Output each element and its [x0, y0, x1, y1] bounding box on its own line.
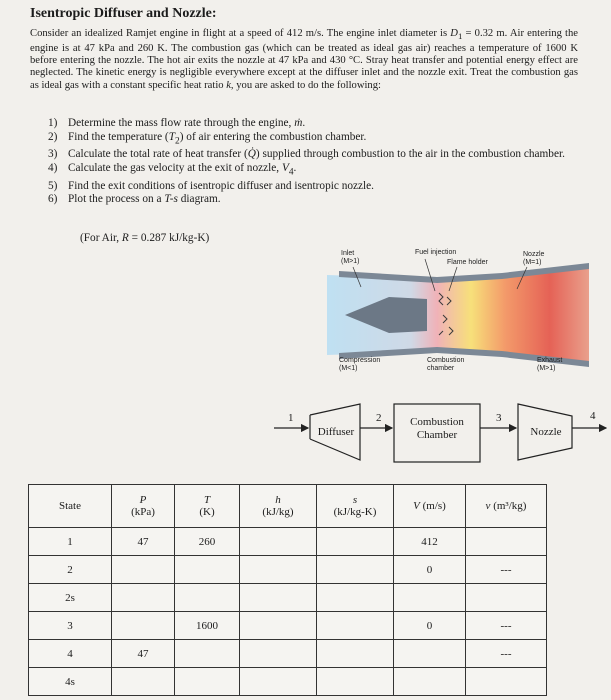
cell-sv [466, 668, 547, 696]
cell-state: 1 [29, 528, 112, 556]
nozzle-box-label: Nozzle [530, 426, 562, 438]
cell-v [394, 640, 466, 668]
station-3: 3 [496, 412, 502, 424]
combustion-chamber-label: Combustion chamber [427, 357, 465, 372]
cell-t [175, 640, 240, 668]
header-pressure: P (kPa) [112, 485, 175, 528]
page-title: Isentropic Diffuser and Nozzle: [30, 6, 217, 21]
table-header-row [29, 485, 547, 528]
cell-h [240, 612, 317, 640]
combustion-box-label: Combustion Chamber [410, 416, 464, 441]
cell-p [112, 584, 175, 612]
cell-h [240, 584, 317, 612]
table-row [29, 612, 547, 640]
cell-sv [466, 528, 547, 556]
table-row [29, 640, 547, 668]
exhaust-label: Exhaust (M>1) [537, 357, 563, 372]
component-flow-diagram [272, 402, 611, 474]
station-4: 4 [590, 410, 596, 422]
header-state: State [29, 485, 112, 528]
state-table [28, 484, 547, 696]
flame-holder-label: Flame holder [447, 259, 488, 266]
header-temperature: T (K) [175, 485, 240, 528]
cell-v [394, 584, 466, 612]
cell-p: 47 [112, 528, 175, 556]
cell-t: 260 [175, 528, 240, 556]
cell-v: 412 [394, 528, 466, 556]
cell-sv: --- [466, 556, 547, 584]
cell-sv: --- [466, 640, 547, 668]
cell-s [317, 584, 394, 612]
cell-v: 0 [394, 612, 466, 640]
task-item: 5) Find the exit conditions of isentropic diffuser and isentropic nozzle. [48, 179, 374, 192]
task-item: 4) Calculate the gas velocity at the exit of nozzle, $V_4$. [48, 162, 297, 178]
cell-s [317, 640, 394, 668]
cell-t: 1600 [175, 612, 240, 640]
cell-v [394, 668, 466, 696]
table-row [29, 528, 547, 556]
gas-constant-note: (For Air, R = 0.287 kJ/kg-K) [80, 232, 210, 244]
cell-t [175, 668, 240, 696]
cell-state: 2s [29, 584, 112, 612]
task-item: 6) Plot the process on a T-s diagram. [48, 193, 221, 206]
cell-sv [466, 584, 547, 612]
inlet-label: Inlet (M>1) [341, 250, 360, 265]
cell-p [112, 612, 175, 640]
cell-sv: --- [466, 612, 547, 640]
cell-p: 47 [112, 640, 175, 668]
cell-h [240, 640, 317, 668]
cell-t [175, 556, 240, 584]
cell-state: 2 [29, 556, 112, 584]
cell-state: 3 [29, 612, 112, 640]
cell-p [112, 556, 175, 584]
table-row [29, 584, 547, 612]
cell-s [317, 612, 394, 640]
table-row [29, 556, 547, 584]
cell-t [175, 584, 240, 612]
header-specific-volume: v (m³/kg) [466, 485, 547, 528]
table-row [29, 668, 547, 696]
station-1: 1 [288, 412, 294, 424]
nozzle-label: Nozzle (M=1) [523, 251, 545, 266]
cell-h [240, 556, 317, 584]
problem-statement: Consider an idealized Ramjet engine in flight at a speed of 412 m/s. The engine inlet diameter is $D_1 = 0.32$ m. Air entering the engine is at 47 kPa and 260 K. The combustion gas (which can be treated as ideal gas air) reaches a temperature of 1600 K before entering the nozzle. The hot air exits the nozzle at 47 kPa and 430 °C. Stray heat transfer and potential energy effect are neglected. The kinetic energy is negligible everywhere except at the diffuser inlet and the nozzle exit. Treat the combustion gas as ideal gas with a constant specific heat ratio k, you are asked to do the following: [30, 28, 579, 91]
header-velocity: V (m/s) [394, 485, 466, 528]
cell-state: 4s [29, 668, 112, 696]
task-list [48, 117, 578, 207]
cell-h [240, 528, 317, 556]
cell-h [240, 668, 317, 696]
task-item: 1) Determine the mass flow rate through the engine, ṁ. [48, 117, 306, 129]
cell-s [317, 668, 394, 696]
cell-p [112, 668, 175, 696]
task-item: 2) Find the temperature $(T_2)$ of air entering the combustion chamber. [48, 130, 367, 146]
fuel-injection-label: Fuel injection [415, 249, 457, 256]
diffuser-label: Diffuser [317, 426, 355, 438]
header-enthalpy: h (kJ/kg) [240, 485, 317, 528]
cell-s [317, 556, 394, 584]
header-entropy: s (kJ/kg-K) [317, 485, 394, 528]
cell-state: 4 [29, 640, 112, 668]
cell-v: 0 [394, 556, 466, 584]
task-item: 3) Calculate the total rate of heat transfer (Q̇) supplied through combustion to the air in the combustion chamber. [48, 148, 565, 161]
cell-s [317, 528, 394, 556]
station-2: 2 [376, 412, 382, 424]
ramjet-illustration [327, 245, 589, 385]
compression-label: Compression (M<1) [339, 357, 381, 372]
